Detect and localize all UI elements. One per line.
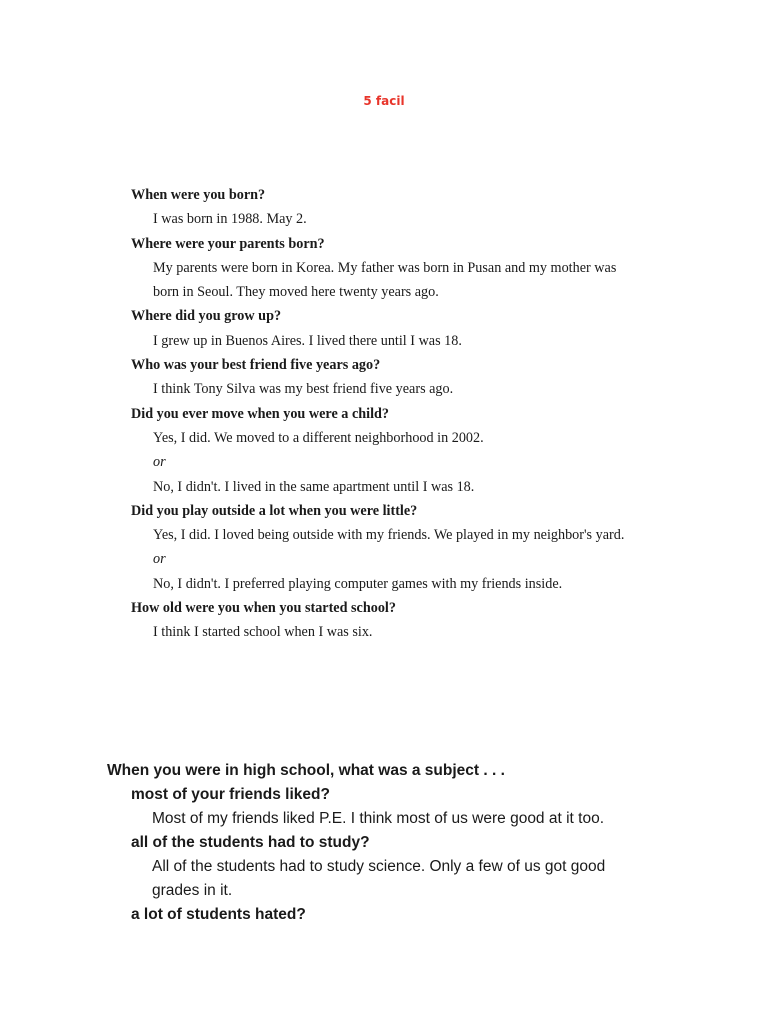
answer — [131, 329, 691, 353]
answer — [131, 207, 691, 231]
subject-item — [107, 831, 707, 903]
qa-list — [131, 183, 691, 645]
answer — [131, 475, 691, 499]
answer-line: I think I started school when I was six. — [153, 624, 373, 641]
subject-answer-line: Most of my friends liked P.E. I think most of us were good at it too. — [152, 810, 605, 827]
answer — [131, 620, 691, 644]
page-title: 5 facil — [363, 94, 405, 108]
or-separator: or — [153, 551, 166, 568]
subject-answer-line: All of the students had to study science. Only a few of us got good — [152, 858, 606, 875]
subject-answer-line: grades in it. — [152, 882, 233, 899]
qa-item — [131, 353, 691, 402]
question: Did you play outside a lot when you were little? — [131, 502, 418, 519]
qa-item — [131, 232, 691, 305]
subject-answer — [107, 855, 707, 903]
question: Who was your best friend five years ago? — [131, 357, 381, 374]
qa-item — [131, 596, 691, 645]
answer-line: I was born in 1988. May 2. — [153, 211, 307, 228]
answer — [131, 426, 691, 450]
answer — [131, 572, 691, 596]
answer-line: I grew up in Buenos Aires. I lived there until I was 18. — [153, 332, 462, 349]
question: When were you born? — [131, 187, 266, 203]
subject-items — [107, 783, 707, 927]
qa-item — [131, 499, 691, 596]
subject-question: most of your friends liked? — [131, 786, 330, 803]
subject-answer — [107, 807, 707, 831]
subject-item — [107, 783, 707, 831]
answer-line: Yes, I did. We moved to a different neighborhood in 2002. — [153, 429, 484, 446]
subject-intro: When you were in high school, what was a subject . . . — [107, 762, 505, 779]
subject-question: all of the students had to study? — [131, 834, 370, 851]
answer-line: My parents were born in Korea. My father was born in Pusan and my mother was — [153, 259, 617, 276]
answer — [131, 523, 691, 547]
or-separator: or — [153, 454, 166, 471]
question: Where were your parents born? — [131, 235, 325, 252]
qa-item — [131, 183, 691, 232]
answer — [131, 256, 691, 305]
answer-line: Yes, I did. I loved being outside with my friends. We played in my neighbor's yard. — [153, 527, 625, 544]
answer-line: No, I didn't. I lived in the same apartment until I was 18. — [153, 478, 475, 495]
qa-item — [131, 402, 691, 499]
qa-item — [131, 304, 691, 353]
answer-line: No, I didn't. I preferred playing computer games with my friends inside. — [153, 575, 563, 592]
subject-question: a lot of students hated? — [131, 906, 306, 923]
answer — [131, 377, 691, 401]
answer-line: I think Tony Silva was my best friend five years ago. — [153, 381, 454, 398]
question: Did you ever move when you were a child? — [131, 405, 389, 422]
question: How old were you when you started school? — [131, 600, 396, 617]
subject-item — [107, 903, 707, 927]
answer-line: born in Seoul. They moved here twenty years ago. — [153, 284, 439, 301]
subject-section — [107, 759, 707, 927]
question: Where did you grow up? — [131, 308, 282, 325]
